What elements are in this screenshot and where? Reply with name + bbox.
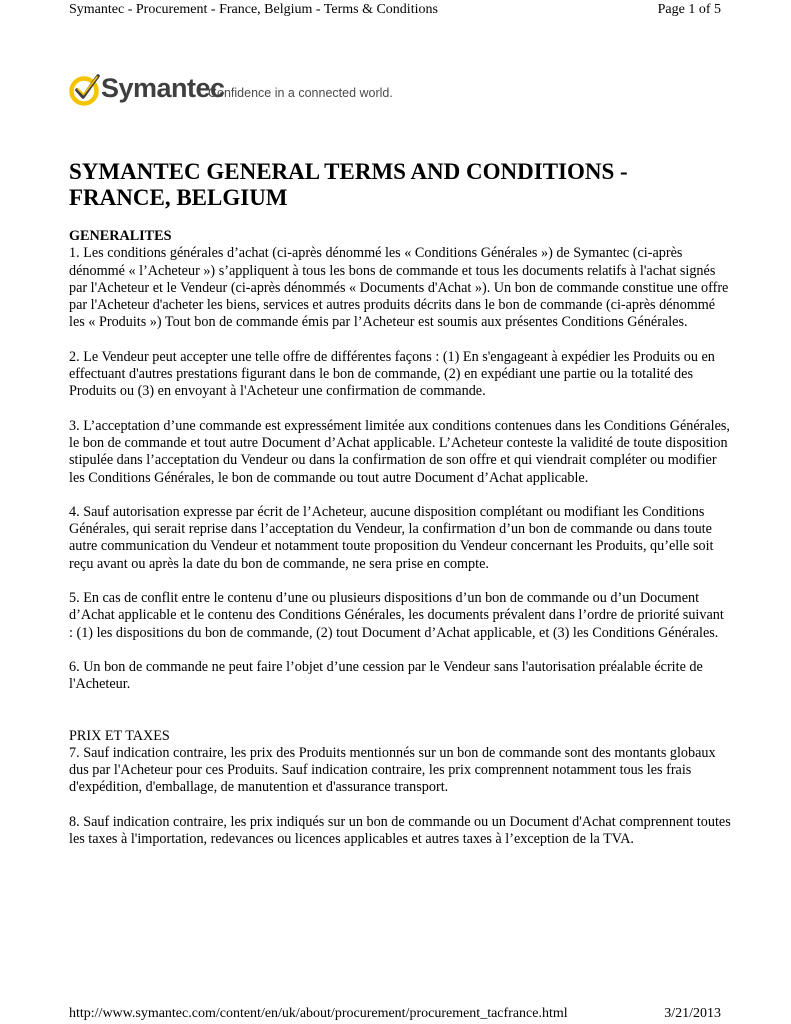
document-body xyxy=(69,228,731,865)
checkmark-logo-icon xyxy=(69,72,103,106)
section-heading-generalites: GENERALITES xyxy=(69,228,172,244)
paragraph-1: 1. Les conditions générales d’achat (ci-après dénommé les « Conditions Générales ») de Symantec (ci-après dénommé « l’Acheteur ») s’appliquent à tous les bons de commande et tous les documents relatifs à l'achat signés par l'Acheteur et le Vendeur (ci-après dénommés « Documents d'Achat »). Un bon de commande constitue une offre par l'Acheteur d'acheter les biens, services et autres produits décrits dans le bon de commande (ci-après dénommé les « Produits ») Tout bon de commande émis par l’Acheteur est soumis aux présentes Conditions Générales. xyxy=(69,245,729,331)
logo-brand: Symantec xyxy=(101,73,225,103)
paragraph-5: 5. En cas de conflit entre le contenu d’une ou plusieurs dispositions d’un bon de commande ou d’un Document d’Achat applicable et le contenu des Conditions Générales, les documents prévalent dans l’ordre de priorité suivant : (1) les dispositions du bon de commande, (2) tout Document d’Achat applicable, et (3) les Conditions Générales. xyxy=(69,590,724,641)
page-number: Page 1 of 5 xyxy=(657,2,721,17)
paragraph-8: 8. Sauf indication contraire, les prix indiqués sur un bon de commande ou un Document d'Achat comprennent toutes les taxes à l'importation, redevances ou licences applicables et autres taxes à l’exception de la TVA. xyxy=(69,813,731,848)
page-footer xyxy=(69,1005,721,1023)
header-title: Symantec - Procurement - France, Belgium - Terms & Conditions xyxy=(69,2,438,17)
paragraph-6: 6. Un bon de commande ne peut faire l’objet d’une cession par le Vendeur sans l'autorisation préalable écrite de l'Acheteur. xyxy=(69,658,703,693)
paragraph-7: 7. Sauf indication contraire, les prix des Produits mentionnés sur un bon de commande sont des montants globaux dus par l'Acheteur pour ces Produits. Sauf indication contraire, les prix comprennent notamment tous les frais d'expédition, d'emballage, de manutention et d'assurance transport. xyxy=(69,744,716,796)
section-spacer xyxy=(69,711,731,728)
footer-url[interactable]: http://www.symantec.com/content/en/uk/about/procurement/procurement_tacfrance.html xyxy=(69,1006,568,1021)
section-heading-prix-et-taxes: PRIX ET TAXES xyxy=(69,727,170,744)
footer-date: 3/21/2013 xyxy=(664,1006,721,1021)
document-title: SYMANTEC GENERAL TERMS AND CONDITIONS - FRANCE, BELGIUM xyxy=(69,159,628,210)
page-header xyxy=(69,1,721,21)
paragraph-3: 3. L’acceptation d’une commande est expressément limitée aux conditions contenues dans les Conditions Générales, le bon de commande et tout autre Document d’Achat applicable. L’Acheteur conteste la validité de toute disposition stipulée dans l’acceptation du Vendeur ou dans la confirmation de son offre et qui viendrait compléter ou modifier les Conditions Générales, le bon de commande ou tout autre Document d’Achat applicable. xyxy=(69,417,730,486)
paragraph-4: 4. Sauf autorisation expresse par écrit de l’Acheteur, aucune disposition complétant ou modifiant les Conditions Générales, qui serait reprise dans l’acceptation du Vendeur, la confirmation d’un bon de commande ou dans toute autre communication du Vendeur et notamment toute proposition du Vendeur concernant les Produits, qu’elle soit reçu avant ou après la date du bon de commande, ne sera prise en compte. xyxy=(69,503,714,572)
paragraph-2: 2. Le Vendeur peut accepter une telle offre de différentes façons : (1) En s'engageant à expédier les Produits ou en effectuant d'autres prestations figurant dans le bon de commande, (2) en expédiant une partie ou la totalité des Produits ou (3) en envoyant à l'Acheteur une confirmation de commande. xyxy=(69,348,715,400)
logo-tagline: Confidence in a connected world. xyxy=(208,86,393,100)
symantec-logo xyxy=(69,70,409,110)
